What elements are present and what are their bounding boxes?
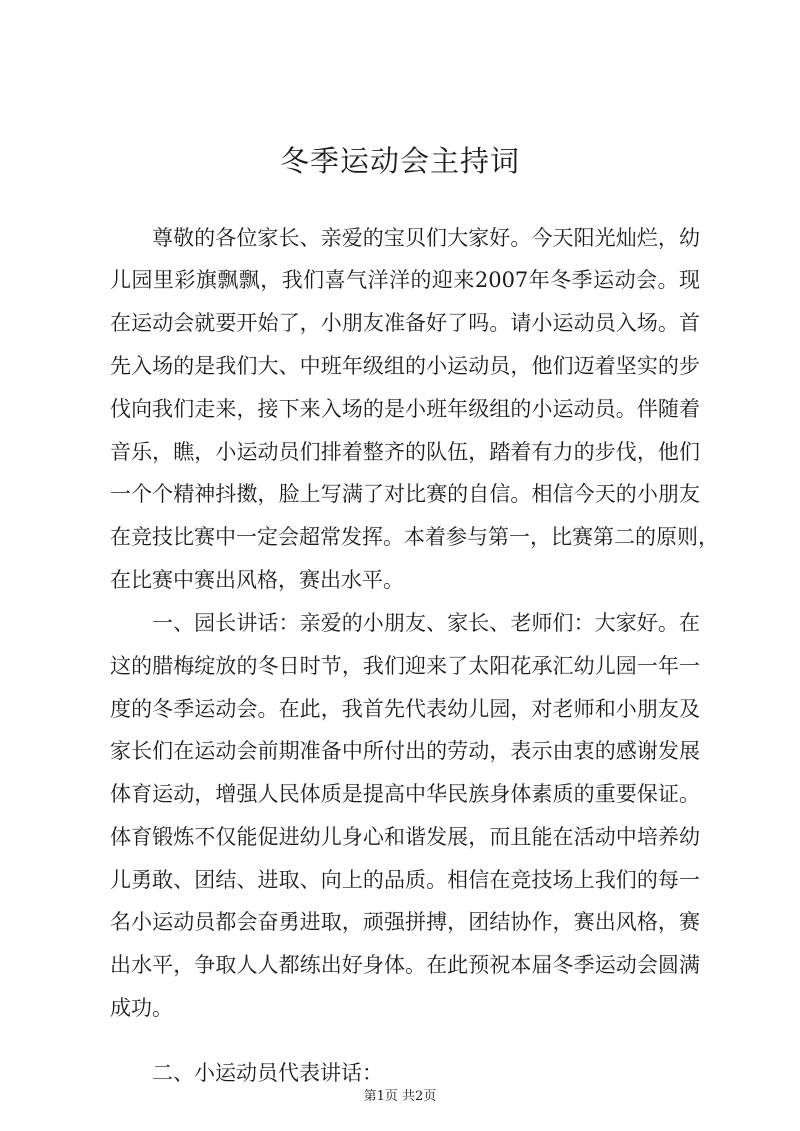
paragraph-line: 这的腊梅绽放的冬日时节，我们迎来了太阳花承汇幼儿园一年一 (110, 654, 700, 678)
paragraph-line: 家长们在运动会前期准备中所付出的劳动，表示由衷的感谢发展 (110, 739, 700, 763)
paragraph-line: 音乐，瞧，小运动员们排着整齐的队伍，踏着有力的步伐，他们 (110, 440, 700, 464)
paragraph-line: 出水平，争取人人都练出好身体。在此预祝本届冬季运动会圆满 (110, 953, 700, 977)
document-title: 冬季运动会主持词 (279, 144, 520, 178)
paragraph-athlete-speech-heading: 二、小运动员代表讲话： (152, 1061, 383, 1085)
paragraph-line: 度的冬季运动会。在此，我首先代表幼儿园，对老师和小朋友及 (110, 697, 700, 721)
paragraph-line: 成功。 (110, 996, 173, 1020)
paragraph-line: 在运动会就要开始了，小朋友准备好了吗。请小运动员入场。首 (110, 311, 700, 335)
paragraph-line: 在竞技比赛中一定会超常发挥。本着参与第一，比赛第二的原则， (110, 525, 719, 549)
paragraph-line: 一、园长讲话：亲爱的小朋友、家长、老师们：大家好。在 (152, 611, 700, 635)
paragraph-line: 一个个精神抖擞，脸上写满了对比赛的自信。相信今天的小朋友 (110, 482, 700, 506)
paragraph-line: 尊敬的各位家长、亲爱的宝贝们大家好。今天阳光灿烂，幼 (152, 226, 700, 250)
paragraph-line: 名小运动员都会奋勇进取，顽强拼搏，团结协作，赛出风格，赛 (110, 910, 700, 934)
paragraph-line: 儿园里彩旗飘飘，我们喜气洋洋的迎来2007年冬季运动会。现 (110, 268, 700, 292)
paragraph-line: 体育运动，增强人民体质是提高中华民族身体素质的重要保证。 (110, 782, 700, 806)
page-number: 第1页 共2页 (363, 1089, 437, 1104)
paragraph-line: 在比赛中赛出风格，赛出水平。 (110, 568, 404, 592)
paragraph-line: 伐向我们走来，接下来入场的是小班年级组的小运动员。伴随着 (110, 397, 700, 421)
paragraph-line: 儿勇敢、团结、进取、向上的品质。相信在竞技场上我们的每一 (110, 868, 700, 892)
paragraph-line: 体育锻炼不仅能促进幼儿身心和谐发展，而且能在活动中培养幼 (110, 825, 700, 849)
paragraph-line: 先入场的是我们大、中班年级组的小运动员，他们迈着坚实的步 (110, 354, 700, 378)
